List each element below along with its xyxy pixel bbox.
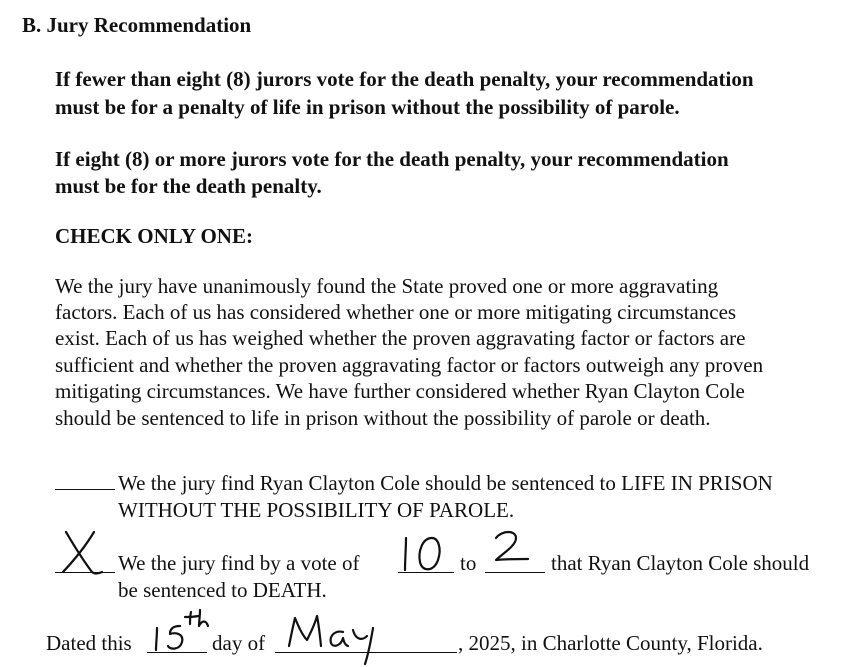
day-handwritten bbox=[150, 608, 214, 654]
life-checkbox-blank[interactable] bbox=[55, 489, 115, 490]
section-heading: B. Jury Recommendation bbox=[22, 13, 252, 37]
instruction-eight-or-more-line1: If eight (8) or more jurors vote for the death penalty, your recommendation bbox=[55, 147, 729, 171]
paragraph-line: exist. Each of us has weighed whether the proven aggravating factor or factors are bbox=[55, 326, 746, 350]
paragraph-line: sufficient and whether the proven aggravating factor or factors outweigh any proven bbox=[55, 353, 764, 377]
death-option-line2: be sentenced to DEATH. bbox=[118, 578, 327, 602]
paragraph-line: mitigating circumstances. We have further considered whether Ryan Clayton Cole bbox=[55, 379, 745, 403]
paragraph-line: factors. Each of us has considered whether one or more mitigating circumstances bbox=[55, 300, 737, 324]
check-only-one-heading: CHECK ONLY ONE: bbox=[55, 224, 253, 248]
paragraph-line: should be sentenced to life in prison without the possibility of parole or death. bbox=[55, 406, 711, 430]
paragraph-line: We the jury have unanimously found the State proved one or more aggravating bbox=[55, 274, 719, 298]
death-option-text-c: that Ryan Clayton Cole should bbox=[551, 551, 810, 575]
dated-prefix: Dated this bbox=[46, 631, 132, 655]
instruction-fewer-than-eight-line1: If fewer than eight (8) jurors vote for the death penalty, your recommendation bbox=[55, 67, 754, 91]
dated-suffix: , 2025, in Charlotte County, Florida. bbox=[458, 631, 763, 655]
votes-against-handwritten bbox=[488, 528, 542, 572]
death-option-text-a: We the jury find by a vote of bbox=[118, 551, 360, 575]
month-handwritten bbox=[285, 610, 385, 667]
votes-for-handwritten bbox=[398, 532, 454, 574]
votes-against-blank[interactable] bbox=[485, 572, 545, 573]
instruction-eight-or-more-line2: must be for the death penalty. bbox=[55, 174, 322, 198]
death-option-text-b: to bbox=[460, 551, 477, 575]
instruction-fewer-than-eight-line2: must be for a penalty of life in prison without the possibility of parole. bbox=[55, 95, 680, 119]
life-option-line1: We the jury find Ryan Clayton Cole should be sentenced to LIFE IN PRISON bbox=[118, 471, 773, 495]
death-check-mark bbox=[58, 528, 110, 578]
life-option-line2: WITHOUT THE POSSIBILITY OF PAROLE. bbox=[118, 498, 515, 522]
dated-middle: day of bbox=[212, 631, 266, 655]
